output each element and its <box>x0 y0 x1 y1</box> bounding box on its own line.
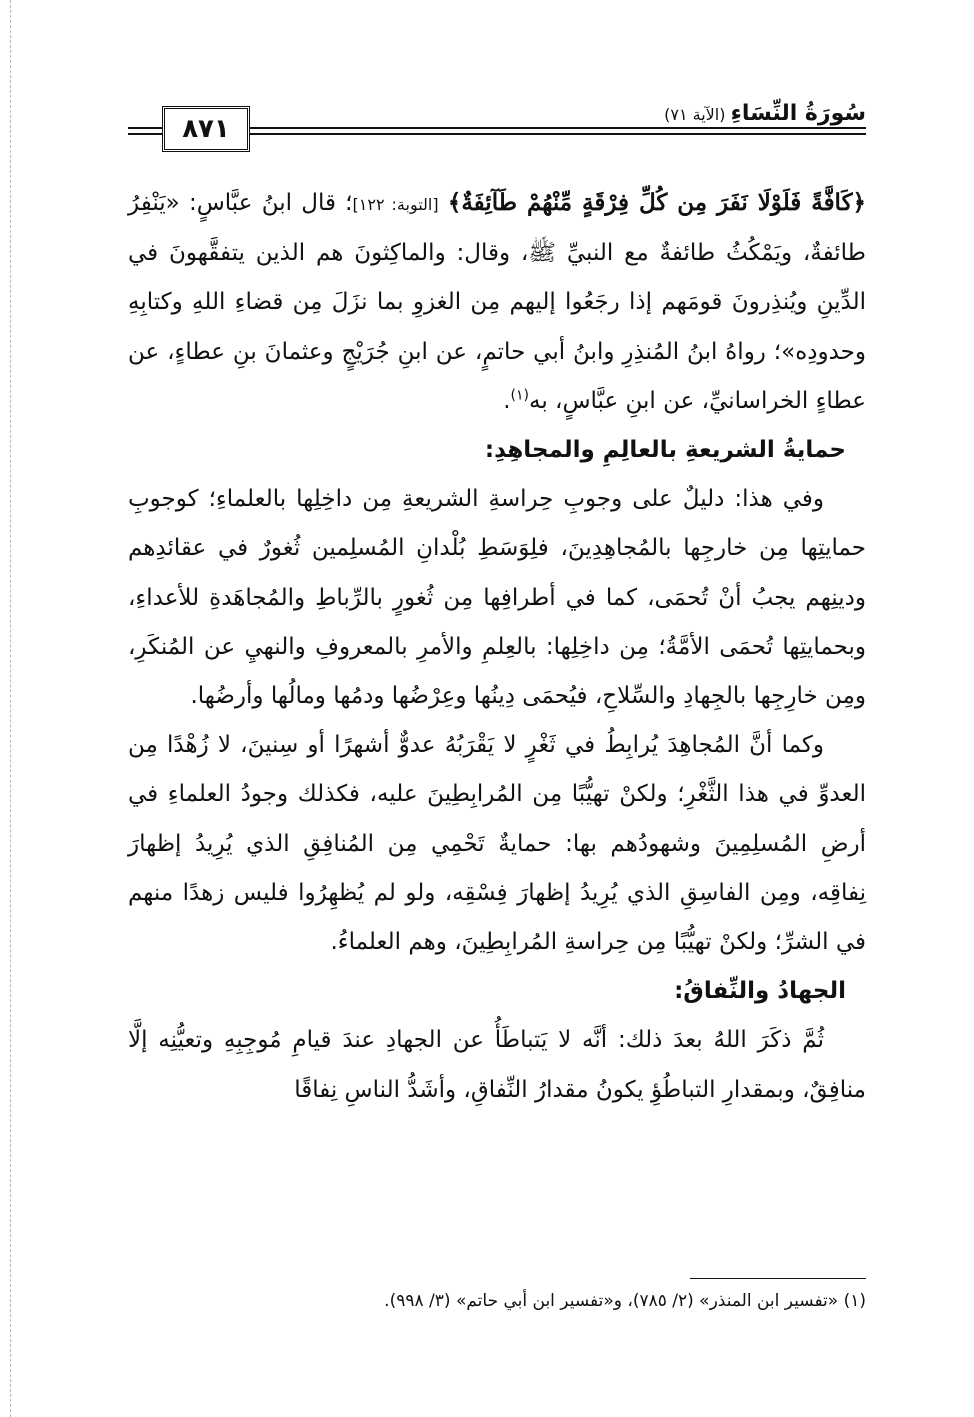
paragraph-protection-1: وفي هذا: دليلٌ على وجوبِ حِراسةِ الشريعةِ مِن داخِلِها بالعلماءِ؛ كوجوبِ حمايتِها مِن خارجِها بالمُجاهِدِينَ، فلِوَسَطِ بُلْدانِ المُسلِمين ثُغورٌ في عقائدِهم ودينِهم يجبُ أنْ تُحمَى، كما في أطرافِها مِن ثُغورٍ بالرِّباطِ والمُجاهَدةِ للأعداءِ، وبحمايتِها تُحمَى الأمَّةُ؛ مِن داخِلِها: بالعِلمِ والأمرِ بالمعروفِ والنهيِ عن المُنكَرِ، ومِن خارِجِها بالجِهادِ والسِّلاحِ، فيُحمَى دِينُها وعِرْضُها ودمُها ومالُها وأرضُها. <box>128 486 866 710</box>
footnote-separator <box>690 1278 866 1279</box>
quran-reference: [التوبة: ١٢٢] <box>352 195 439 214</box>
page-header <box>128 100 866 150</box>
main-text <box>128 178 866 1115</box>
quran-verse: ﴿كَافَّةً فَلَوْلَا نَفَرَ مِن كُلِّ فِرْقَةٍ مِّنْهُمْ طَآئِفَةٌ﴾ <box>447 189 866 216</box>
page-number: ٨٧١ <box>162 106 250 152</box>
surah-name: سُورَةُ النِّسَاءِ <box>730 101 866 126</box>
section-heading-jihad: الجهادُ والنِّفاقُ: <box>674 978 846 1005</box>
footnote-mark: (١) <box>510 387 529 404</box>
scan-edge <box>0 0 11 1417</box>
opening-passage: ﴿كَافَّةً فَلَوْلَا نَفَرَ مِن كُلِّ فِرْقَةٍ مِّنْهُمْ طَآئِفَةٌ﴾ [التوبة: ١٢٢]؛ قال ابنُ عبَّاسٍ: «يَنْفِرُ طائفةٌ، ويَمْكُثُ طائفةٌ مع النبيِّ ﷺ، وقال: والماكِثونَ هم الذين يتفقَّهونَ في الدِّينِ ويُنذِرونَ قومَهم إذا رجَعُوا إليهم مِن الغزوِ بما نزَلَ مِن قضاءِ اللهِ وكتابِهِ وحدودِه»؛ رواهُ ابنُ المُنذِرِ وابنُ أبي حاتمٍ، عن ابنِ جُرَيْجٍ وعثمانَ بنِ عطاءٍ، عن عطاءٍ الخراسانيِّ، عن ابنِ عبَّاسٍ، به$^{(١)}$. <box>128 189 866 414</box>
passage-text: ؛ قال ابنُ عبَّاسٍ: «يَنْفِرُ طائفةٌ، ويَمْكُثُ طائفةٌ مع النبيِّ ﷺ، وقال: والماكِثونَ هم الذين يتفقَّهونَ في الدِّينِ ويُنذِرونَ قومَهم إذا رجَعُوا إليهم مِن الغزوِ بما نزَلَ مِن قضاءِ اللهِ وكتابِهِ وحدودِه»؛ رواهُ ابنُ المُنذِرِ وابنُ أبي حاتمٍ، عن ابنِ جُرَيْجٍ وعثمانَ بنِ عطاءٍ، عن عطاءٍ الخراسانيِّ، عن ابنِ عبَّاسٍ، به <box>128 190 866 414</box>
paragraph-jihad-1: ثُمَّ ذكَرَ اللهُ بعدَ ذلك: أنَّه لا يَتباطَأُ عن الجهادِ عندَ قيامِ مُوجِبِهِ وتعيُّنِه إلَّا منافِقٌ، وبمقدارِ التباطُؤِ يكونُ مقدارُ النِّفاقِ، وأشَدُّ الناسِ نِفاقًا <box>128 1027 866 1103</box>
footnote: (١) «تفسير ابن المنذر» (٢/ ٧٨٥)، و«تفسير ابن أبي حاتم» (٣/ ٩٩٨). <box>384 1291 866 1311</box>
section-heading-protection: حمايةُ الشريعةِ بالعالِمِ والمجاهِدِ: <box>484 437 846 464</box>
quran-verse-text: كَافَّةً فَلَوْلَا نَفَرَ مِن كُلِّ فِرْقَةٍ مِّنْهُمْ طَآئِفَةٌ﴾ <box>447 189 853 216</box>
paragraph-protection-2: وكما أنَّ المُجاهِدَ يُرابِطُ في ثَغْرٍ لا يَقْرَبُهُ عدوٌّ أشهرًا أو سِنينَ، لا زُهْدًا مِن العدوِّ في هذا الثَّغْرِ؛ ولكنْ تهيُّبًا مِن المُرابِطِينَ عليه، فكذلك وجودُ العلماءِ في أرضِ المُسلِمِينَ وشهودُهم بها: حمايةٌ تَحْمِي مِن المُنافِقِ الذي يُرِيدُ إظهارَ نِفاقِه، ومِن الفاسِقِ الذي يُرِيدُ إظهارَ فِسْقِه، ولو لم يُظهِرُوا فليس زهدًا منهم في الشرِّ؛ ولكنْ تهيُّبًا مِن حِراسةِ المُرابِطِينَ، وهم العلماءُ. <box>128 732 866 956</box>
surah-title <box>656 102 866 127</box>
verse-reference: (الآية ٧١) <box>664 105 726 124</box>
